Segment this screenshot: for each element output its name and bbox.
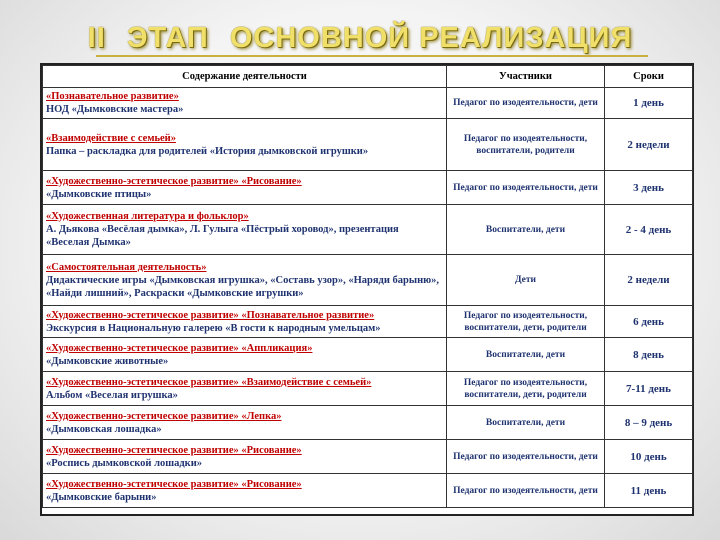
term-cell: 11 день [605,474,693,508]
activity-cell [43,406,447,440]
activity-category: «Художественно-эстетическое развитие» «Рисование» [46,478,302,490]
activity-category: «Познавательное развитие» [46,91,179,102]
table-row [43,306,693,338]
table-header-row [43,66,693,88]
term-cell: 2 недели [605,119,693,171]
activity-description: «Дымковские барыни» [46,491,157,503]
activity-category: «Художественно-эстетическое развитие» «Познавательное развитие» [46,309,375,321]
table-row [43,88,693,119]
activity-description: А. Дьякова «Весёлая дымка», Л. Гулыга «Пёстрый хоровод», презентация «Веселая Дымка» [46,224,399,248]
activity-cell [43,171,447,205]
table-row [43,255,693,306]
activity-cell [43,306,447,338]
table-row [43,474,693,508]
term-cell: 1 день [605,88,693,119]
participants-cell: Педагог по изодеятельности, дети [447,88,605,119]
participants-cell: Педагог по изодеятельности, дети [447,474,605,508]
header-content: Содержание деятельности [43,66,447,88]
table-row [43,338,693,372]
activity-cell [43,474,447,508]
activity-cell [43,338,447,372]
term-cell: 3 день [605,171,693,205]
header-terms: Сроки [605,66,693,88]
title-stage-number: II [87,22,106,54]
participants-cell: Педагог по изодеятельности, дети [447,440,605,474]
activity-cell [43,119,447,171]
term-cell: 8 – 9 день [605,406,693,440]
table-row [43,440,693,474]
participants-cell: Педагог по изодеятельности, воспитатели, дети, родители [447,306,605,338]
table-row [43,372,693,406]
activity-cell [43,372,447,406]
activity-category: «Художественно-эстетическое развитие» «Лепка» [46,410,282,422]
activity-description: «Роспись дымковской лошадки» [46,457,203,469]
term-cell: 6 день [605,306,693,338]
term-cell: 8 день [605,338,693,372]
title-stage-name: ОСНОВНОЙ РЕАЛИЗАЦИЯ [229,22,633,54]
title-underline [96,55,648,57]
table-row [43,171,693,205]
activity-table-frame [40,63,694,516]
activity-cell [43,205,447,255]
activity-category: «Взаимодействие с семьей» [46,132,176,144]
activity-description: Экскурсия в Национальную галерею «В гости к народным умельцам» [46,322,381,334]
participants-cell: Дети [447,255,605,306]
activity-cell [43,255,447,306]
participants-cell: Воспитатели, дети [447,338,605,372]
activity-description: Альбом «Веселая игрушка» [46,389,178,401]
activity-description: «Дымковская лошадка» [46,423,162,435]
term-cell: 2 недели [605,255,693,306]
activity-category: «Художественная литература и фольклор» [46,211,249,222]
activity-category: «Художественно-эстетическое развитие» «Рисование» [46,444,302,456]
participants-cell: Педагог по изодеятельности, воспитатели, дети, родители [447,372,605,406]
activity-cell [43,88,447,119]
activity-description: Дидактические игры «Дымковская игрушка», «Составь узор», «Наряди барыню», «Найди лишний», Раскраски «Дымковские игрушки» [46,274,440,299]
activity-category: «Художественно-эстетическое развитие» «Рисование» [46,175,302,187]
activity-description: «Дымковские животные» [46,355,169,367]
table-row [43,205,693,255]
activity-category: «Художественно-эстетическое развитие» «Аппликация» [46,342,313,354]
slide-title [0,22,720,55]
participants-cell: Воспитатели, дети [447,406,605,440]
term-cell: 7-11 день [605,372,693,406]
participants-cell: Воспитатели, дети [447,205,605,255]
title-stage-word: ЭТАП [126,22,209,54]
term-cell: 2 - 4 день [605,205,693,255]
activity-description: Папка – раскладка для родителей «История дымковской игрушки» [46,145,369,157]
participants-cell: Педагог по изодеятельности, воспитатели, родители [447,119,605,171]
table-row [43,119,693,171]
activity-cell [43,440,447,474]
activity-category: «Художественно-эстетическое развитие» «Взаимодействие с семьей» [46,376,372,388]
activity-description: НОД «Дымковские мастера» [46,104,184,115]
table-row [43,406,693,440]
header-participants: Участники [447,66,605,88]
activity-table [42,65,693,508]
activity-category: «Самостоятельная деятельность» [46,261,207,273]
term-cell: 10 день [605,440,693,474]
participants-cell: Педагог по изодеятельности, дети [447,171,605,205]
activity-description: «Дымковские птицы» [46,188,152,200]
